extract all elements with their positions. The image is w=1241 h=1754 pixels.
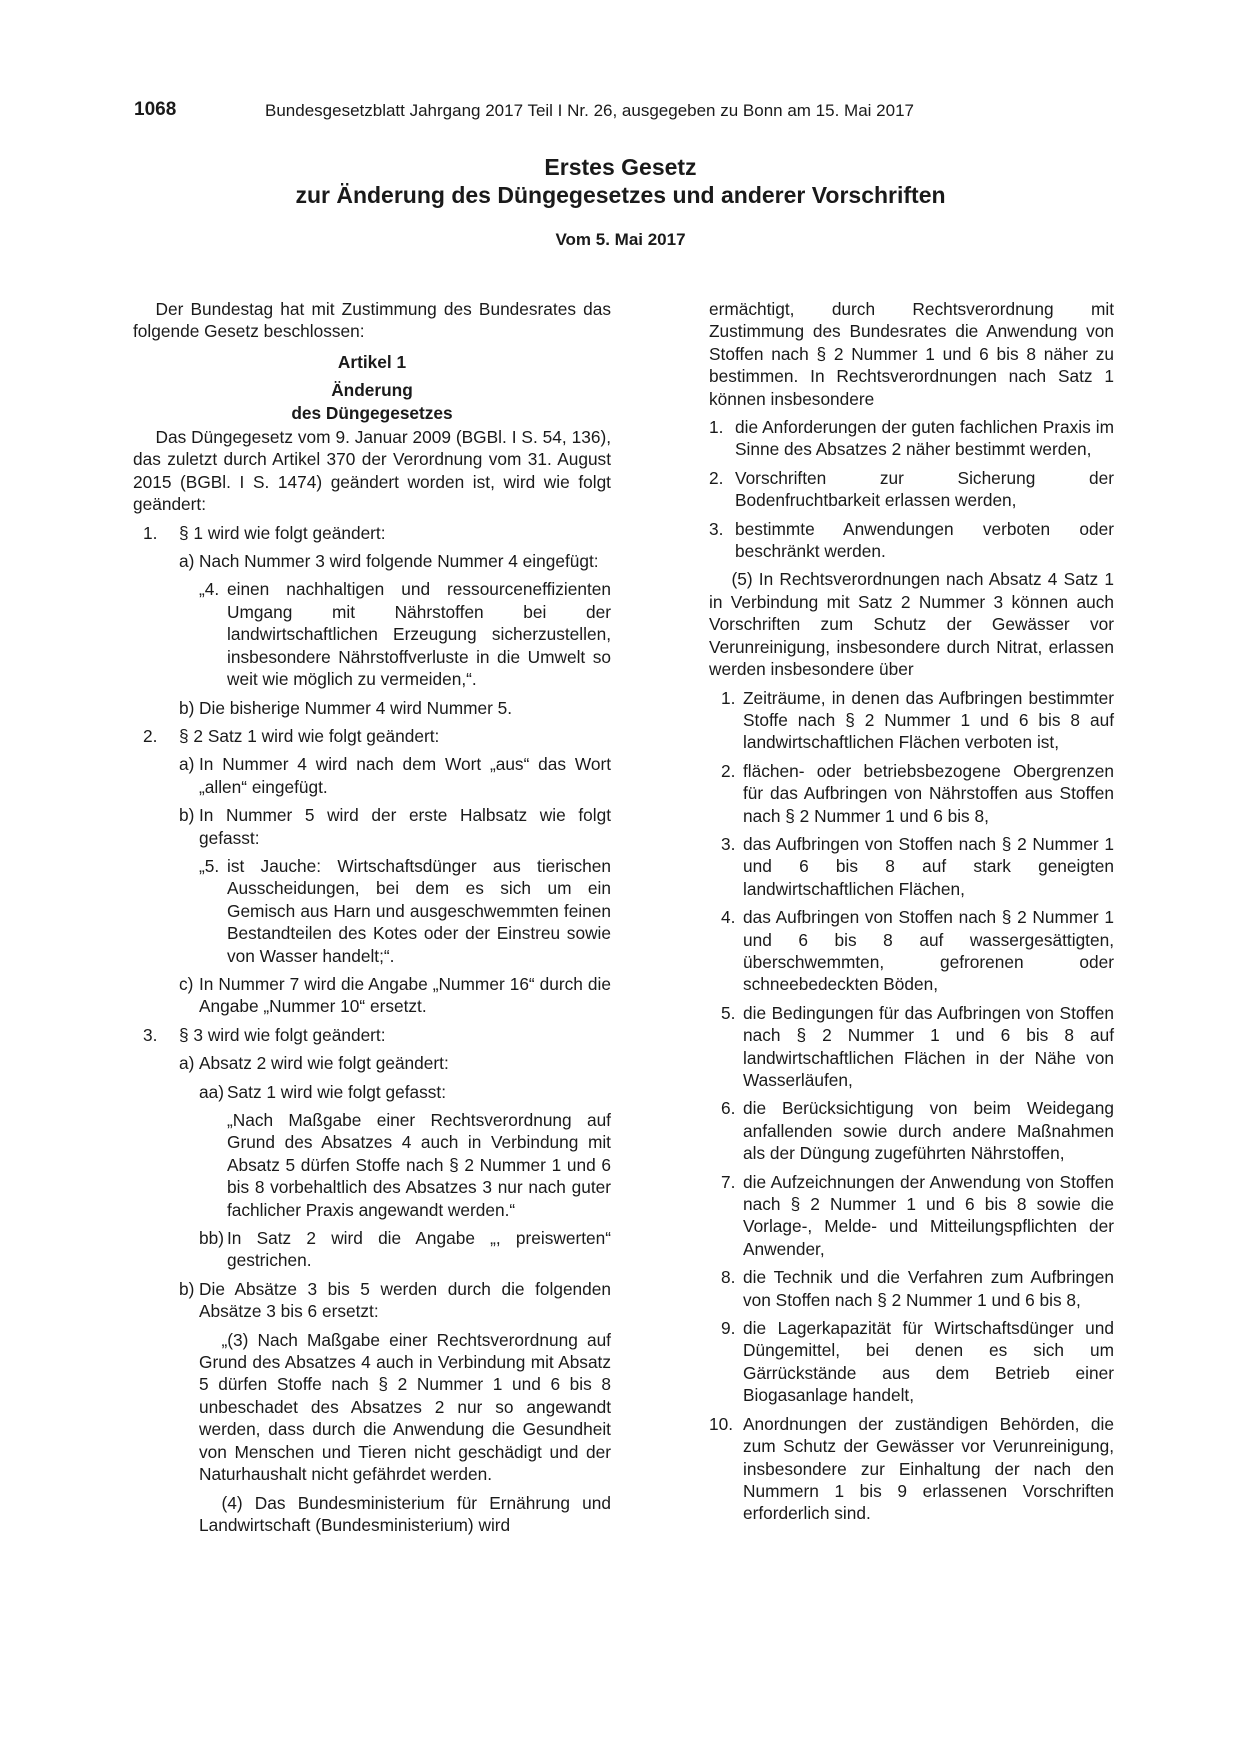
item-text: die Bedingungen für das Aufbringen von Stoffen nach § 2 Nummer 1 und 6 bis 8 auf landwirtschaftlichen Flächen in der Nähe von Wasserläufen,	[743, 1002, 1114, 1090]
list-item	[709, 1171, 1114, 1261]
list-item	[133, 973, 611, 1018]
item-text: Zeiträume, in denen das Aufbringen bestimmter Stoffe nach § 2 Nummer 1 und 6 bis 8 auf landwirtschaftlichen Flächen verboten ist,	[743, 687, 1114, 753]
item-text: In Nummer 5 wird der erste Halbsatz wie folgt gefasst:	[199, 805, 611, 848]
item-text: In Nummer 7 wird die Angabe „Nummer 16“ durch die Angabe „Nummer 10“ ersetzt.	[199, 973, 611, 1017]
item-text: die Aufzeichnungen der Anwendung von Stoffen nach § 2 Nummer 1 und 6 bis 8 sowie die Vorlage-, Melde- und Mitteilungspflichten der Anwender,	[743, 1171, 1114, 1259]
paragraph-4: (4) Das Bundesministerium für Ernährung und Landwirtschaft (Bundesministerium) wird	[199, 1492, 611, 1535]
item-text: § 3 wird wie folgt geändert:	[179, 1024, 386, 1045]
list-item	[709, 687, 1114, 754]
item-number: 2.	[143, 725, 158, 746]
item-number: 10.	[709, 1413, 734, 1434]
list-item	[133, 522, 611, 544]
list-item	[709, 833, 1114, 900]
list-item	[133, 1227, 611, 1272]
list-item	[133, 697, 611, 719]
item-text: Anordnungen der zuständigen Behörden, die zum Schutz der Gewässer vor Verunreinigung, insbesondere zur Einhaltung der nach den Nummern 1 bis 9 erlassenen Vorschriften erforderlich sind.	[743, 1413, 1114, 1524]
item-letter: a)	[179, 1053, 195, 1074]
list-item	[133, 1024, 611, 1046]
item-text: § 1 wird wie folgt geändert:	[179, 522, 386, 543]
list-item	[709, 1266, 1114, 1311]
article-title-line2: des Düngegesetzes	[291, 402, 453, 423]
list-item	[133, 1052, 611, 1074]
item-text: In Nummer 4 wird nach dem Wort „aus“ das Wort „allen“ eingefügt.	[199, 754, 611, 797]
list-item	[709, 416, 1114, 461]
item-letter: b)	[179, 1278, 195, 1299]
list-item	[709, 1317, 1114, 1407]
item-text: das Aufbringen von Stoffen nach § 2 Nummer 1 und 6 bis 8 auf stark geneigten landwirtschaftlichen Flächen,	[743, 833, 1114, 899]
article-label: Artikel 1	[337, 351, 407, 372]
item-number: 9.	[721, 1318, 736, 1339]
item-letter: a)	[179, 754, 195, 775]
item-text: bestimmte Anwendungen verboten oder beschränkt werden.	[735, 518, 1114, 562]
paragraph-3: „(3) Nach Maßgabe einer Rechtsverordnung auf Grund des Absatzes 4 auch in Verbindung mit Absatz 5 dürfen Stoffe nach § 2 Nummer 1 und 6 bis 8 unbeschadet des Absatzes 2 nur so angewandt werden, dass durch die Anwendung die Gesundheit von Menschen und Tieren nicht geschädigt und der Naturhaushalt nicht gefährdet werden.	[199, 1329, 611, 1485]
left-column	[133, 298, 611, 1536]
item-number: 6.	[721, 1098, 736, 1119]
item-number: 2.	[709, 467, 724, 488]
item-text: die Berücksichtigung von beim Weidegang anfallenden sowie durch andere Maßnahmen als der Düngung zugeführten Nährstoffen,	[743, 1098, 1114, 1164]
item-text: die Lagerkapazität für Wirtschaftsdünger und Düngemittel, bei denen es sich um Gärrückstände aus dem Betrieb einer Biogasanlage handelt,	[743, 1318, 1114, 1406]
item-number: „5.	[199, 855, 220, 876]
list-item	[709, 518, 1114, 563]
item-letter: a)	[179, 551, 195, 572]
list-item	[133, 1278, 611, 1323]
item-number: 1.	[709, 417, 724, 438]
item-letter: b)	[179, 697, 195, 718]
item-text: In Satz 2 wird die Angabe „, preiswerten“ gestrichen.	[227, 1228, 611, 1271]
list-item	[709, 1097, 1114, 1164]
list-item	[709, 906, 1114, 996]
item-text: Die Absätze 3 bis 5 werden durch die folgenden Absätze 3 bis 6 ersetzt:	[199, 1278, 611, 1322]
item-text: Nach Nummer 3 wird folgende Nummer 4 eingefügt:	[199, 551, 599, 572]
article-title-line1: Änderung	[331, 380, 413, 401]
item-number: 3.	[143, 1024, 158, 1045]
item-text: einen nachhaltigen und ressourceneffizienten Umgang mit Nährstoffen bei der landwirtschaftlichen Erzeugung sicherzustellen, insbesondere Nährstoffverluste in die Umwelt so weit wie möglich zu vermeiden,“.	[227, 579, 611, 690]
item-text: flächen- oder betriebsbezogene Obergrenzen für das Aufbringen von Nährstoffen aus Stoffen nach § 2 Nummer 1 und 6 bis 8,	[743, 760, 1114, 826]
running-head: Bundesgesetzblatt Jahrgang 2017 Teil I Nr. 26, ausgegeben zu Bonn am 15. Mai 2017	[265, 101, 914, 120]
item-number: „4.	[199, 579, 220, 600]
item-number: 1.	[143, 522, 158, 543]
item-number: 5.	[721, 1002, 736, 1023]
item-number: 2.	[721, 760, 736, 781]
list-item	[709, 1413, 1114, 1525]
item-text: Absatz 2 wird wie folgt geändert:	[199, 1053, 449, 1074]
list-item	[133, 804, 611, 849]
item-number: 3.	[709, 518, 724, 539]
quote-item	[133, 578, 611, 690]
item-letter: b)	[179, 805, 195, 826]
right-column	[709, 298, 1114, 1531]
item-text: Vorschriften zur Sicherung der Bodenfruchtbarkeit erlassen werden,	[735, 467, 1114, 511]
list-item	[133, 550, 611, 572]
item-text: Die bisherige Nummer 4 wird Nummer 5.	[199, 697, 513, 718]
continuation-text: ermächtigt, durch Rechtsverordnung mit Zustimmung des Bundesrates die Anwendung von Stoffen nach § 2 Nummer 1 und 6 bis 8 näher zu bestimmen. In Rechtsverordnungen nach Satz 1 können insbesondere	[709, 299, 1114, 409]
item-number: 3.	[721, 833, 736, 854]
law-title-line2: zur Änderung des Düngegesetzes und anderer Vorschriften	[295, 182, 946, 208]
list-item	[133, 725, 611, 747]
item-number: 7.	[721, 1171, 736, 1192]
list-item	[709, 760, 1114, 827]
item-text: Satz 1 wird wie folgt gefasst:	[227, 1081, 446, 1102]
preamble: Der Bundestag hat mit Zustimmung des Bundesrates das folgende Gesetz beschlossen:	[133, 299, 611, 342]
article-intro: Das Düngegesetz vom 9. Januar 2009 (BGBl. I S. 54, 136), das zuletzt durch Artikel 370 der Verordnung vom 31. August 2015 (BGBl. I S. 1474) geändert worden ist, wird wie folgt geändert:	[133, 427, 611, 515]
item-text: das Aufbringen von Stoffen nach § 2 Nummer 1 und 6 bis 8 auf wassergesättigten, überschwemmten, gefrorenen oder schneebedeckten Böden,	[743, 907, 1114, 995]
list-item	[133, 1081, 611, 1103]
item-number: 4.	[721, 907, 736, 928]
item-number: 8.	[721, 1267, 736, 1288]
item-letter: aa)	[199, 1081, 224, 1102]
item-letter: bb)	[199, 1228, 224, 1249]
quote-text: „Nach Maßgabe einer Rechtsverordnung auf Grund des Absatzes 4 auch in Verbindung mit Absatz 5 dürfen Stoffe nach § 2 Nummer 1 und 6 bis 8 vorbehaltlich des Absatzes 3 nur nach guter fachlicher Praxis angewandt werden.“	[227, 1110, 611, 1220]
quote-item	[133, 855, 611, 967]
item-text: § 2 Satz 1 wird wie folgt geändert:	[179, 725, 440, 746]
item-letter: c)	[179, 973, 194, 994]
paragraph-5: (5) In Rechtsverordnungen nach Absatz 4 Satz 1 in Verbindung mit Satz 2 Nummer 3 können auch Vorschriften zum Schutz der Gewässer vor Verunreinigung, insbesondere durch Nitrat, erlassen werden insbesondere über	[709, 569, 1114, 680]
list-item	[133, 753, 611, 798]
page-number: 1068	[134, 99, 177, 120]
item-text: die Technik und die Verfahren zum Aufbringen von Stoffen nach § 2 Nummer 1 und 6 bis 8,	[743, 1267, 1114, 1310]
list-item	[709, 467, 1114, 512]
item-number: 1.	[721, 687, 736, 708]
item-text: die Anforderungen der guten fachlichen Praxis im Sinne des Absatzes 2 näher bestimmt werden,	[735, 417, 1114, 460]
law-title-line1: Erstes Gesetz	[544, 154, 697, 180]
law-date: Vom 5. Mai 2017	[555, 230, 686, 249]
list-item	[709, 1002, 1114, 1092]
item-text: ist Jauche: Wirtschaftsdünger aus tierischen Ausscheidungen, bei dem es sich um ein Gemisch aus Harn und ausgeschwemmten feinen Bestandteilen des Kotes oder der Einstreu sowie von Wasser handelt;“.	[227, 855, 611, 966]
